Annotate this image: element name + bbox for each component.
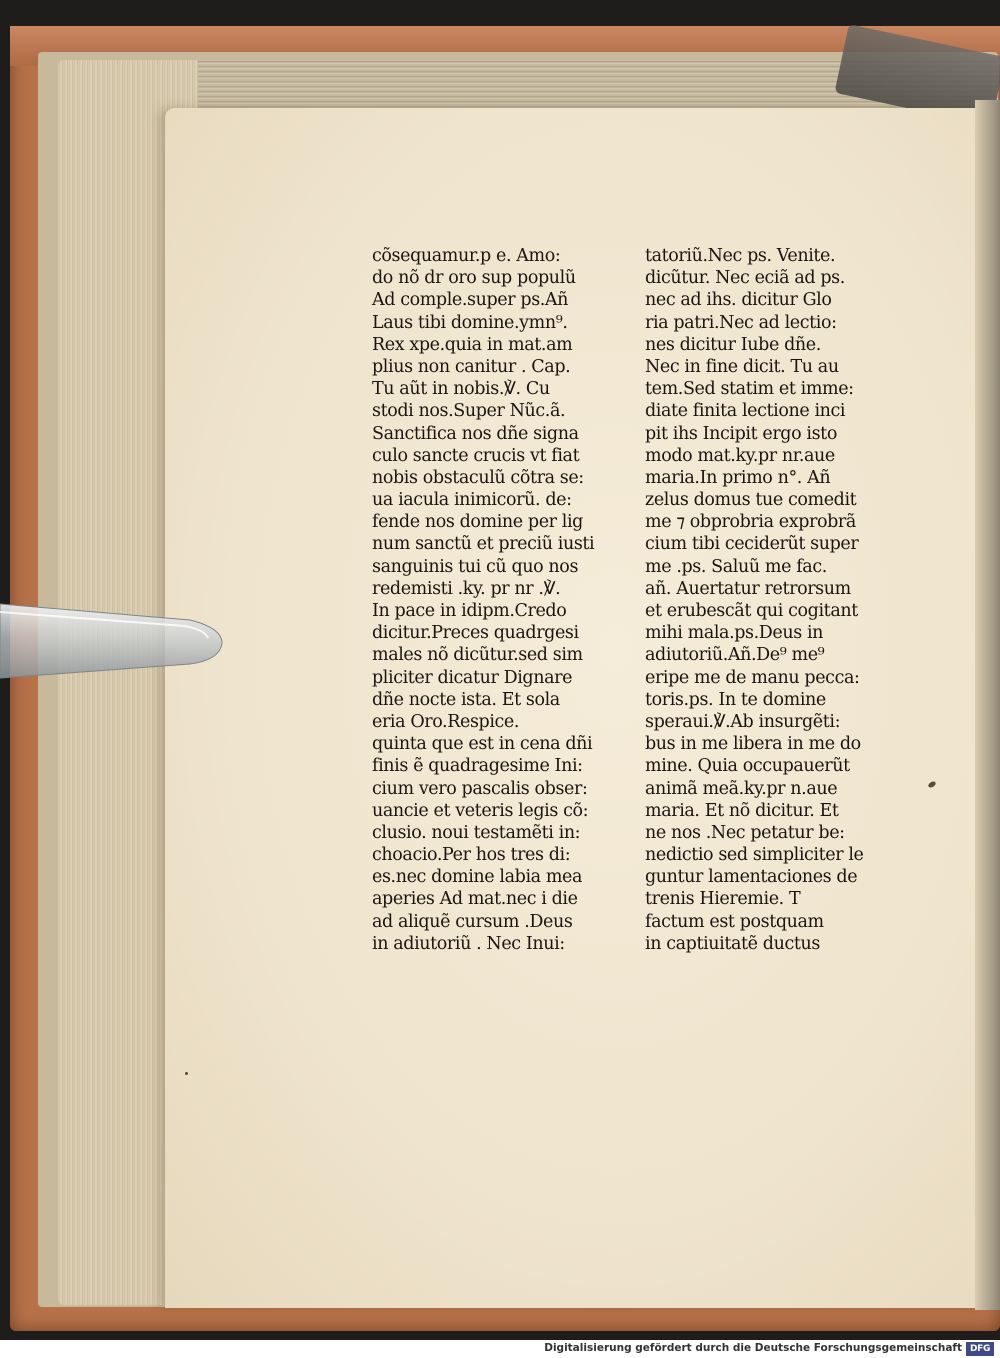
text-line: sanguinis tui cũ quo nos [372,556,579,577]
text-line: tem.Sed statim et imme: [645,379,854,400]
text-line: mihi mala.ps.Deus in [645,623,824,644]
text-line: ria patri.Nec ad lectio: [645,312,837,333]
text-line: modo mat.ky.pr nr.aue [645,445,835,466]
text-line: dñe nocte ista. Et sola [372,689,560,710]
text-line: stodi nos.Super Nũc.ã. [372,401,566,422]
text-line: mine. Quia occupauerũt [645,756,850,777]
text-line: bus in me libera in me do [645,734,861,755]
text-line: choacio.Per hos tres di: [372,845,571,866]
page-speck [185,1072,188,1075]
text-line: plius non canitur . Cap. [372,356,571,377]
text-line: num sanctũ et preciũ iusti [372,534,595,555]
text-line: dicũtur. Nec eciã ad ps. [645,268,845,289]
text-line: Tu aũt in nobis.℣. Cu [372,379,550,400]
text-line: Rex xpe.quia in mat.am [372,334,573,355]
text-line: ad aliquẽ cursum .Deus [372,911,573,932]
text-line: pit ihs Incipit ergo isto [645,423,837,444]
text-line: factum est postquam [645,911,824,932]
page-gutter [975,100,1000,1310]
text-line: maria.In primo n°. Añ [645,467,831,488]
text-line: maria. Et nõ dicitur. Et [645,800,839,821]
text-line: speraui.℣.Ab insurgẽti: [645,711,841,732]
text-line: me ⁊ obprobria exprobrã [645,512,856,533]
text-line: in captiuitatẽ ductus [645,933,820,954]
text-line: eria Oro.Respice. [372,711,520,732]
text-line: do nõ dr oro sup populũ [372,268,576,289]
text-line: Sanctifica nos dñe signa [372,423,579,444]
text-line: redemisti .ky. pr nr .℣. [372,578,561,599]
text-line: adiutoriũ.Añ.De⁹ me⁹ [645,645,825,666]
text-line: Ad comple.super ps.Añ [372,290,569,311]
text-line: añ. Auertatur retrorsum [645,578,851,599]
text-line: ne nos .Nec petatur be: [645,822,845,843]
text-line: cium tibi ceciderũt super [645,534,859,555]
text-line: males nõ dicũtur.sed sim [372,645,583,666]
text-line: trenis Hieremie. T [645,889,801,910]
text-line: ua iacula inimicorũ. de: [372,490,572,511]
text-line: nes dicitur Iube dñe. [645,334,821,355]
funding-credit: Digitalisierung gefördert durch die Deutsche Forschungsgemeinschaft [544,1342,962,1354]
footer-bar [0,1340,1000,1358]
text-line: toris.ps. In te domine [645,689,826,710]
text-line: Laus tibi domine.ymn⁹. [372,312,568,333]
text-line: es.nec domine labia mea [372,867,583,888]
text-line: in adiutoriũ . Nec Inui: [372,933,565,954]
glass-page-holder [0,598,225,680]
text-line: dicitur.Preces quadrgesi [372,623,579,644]
text-line: et erubescãt qui cogitant [645,601,858,621]
text-line: cõsequamur.p e. Amo: [372,246,561,266]
text-line: nec ad ihs. dicitur Glo [645,290,832,311]
text-line: uancie et veteris legis cõ: [372,800,589,821]
text-line: Nec in fine dicit. Tu au [645,356,839,377]
text-line: nobis obstaculũ cõtra se: [372,467,584,488]
text-line: culo sancte crucis vt fiat [372,445,580,466]
text-line: diate finita lectione inci [645,401,846,422]
text-line: cium vero pascalis obser: [372,778,588,799]
text-line: me .ps. Saluũ me fac. [645,556,827,577]
text-line: In pace in idipm.Credo [372,601,567,621]
text-line: zelus domus tue comedit [645,490,857,511]
left-text-column [372,245,594,955]
text-line: eripe me de manu pecca: [645,667,860,688]
right-text-column [645,245,864,955]
text-line: nedictio sed simpliciter le [645,845,864,866]
text-line: animã meã.ky.pr n.aue [645,778,838,799]
text-line: pliciter dicatur Dignare [372,667,573,688]
text-line: fende nos domine per lig [372,512,583,533]
text-line: guntur lamentaciones de [645,867,858,888]
text-line: clusio. noui testamẽti in: [372,822,581,843]
text-line: tatoriũ.Nec ps. Venite. [645,246,836,266]
text-line: aperies Ad mat.nec i die [372,889,578,910]
dfg-logo: DFG [966,1342,994,1356]
text-line: finis ẽ quadragesime Ini: [372,756,583,777]
text-line: quinta que est in cena dñi [372,734,593,755]
